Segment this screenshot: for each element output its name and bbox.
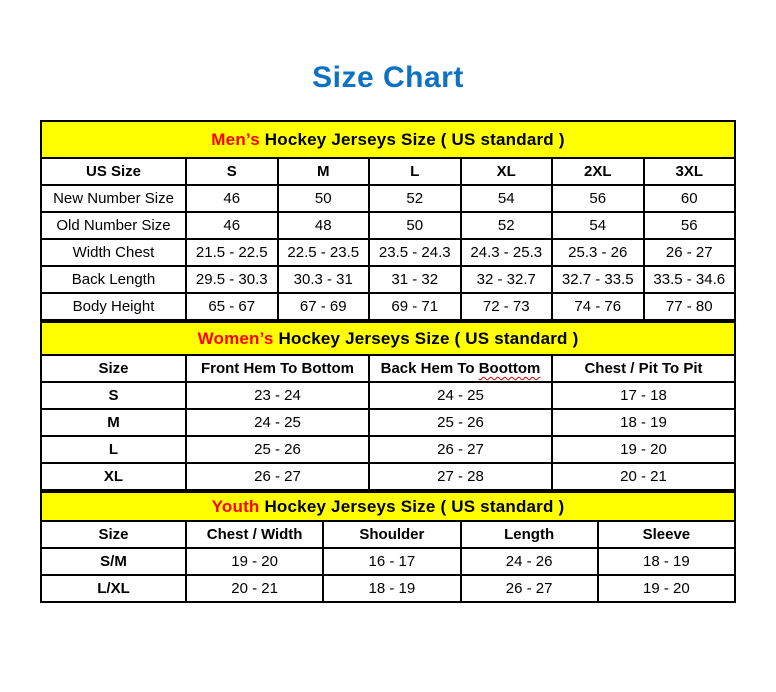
women-size-cell: 18 - 19 [552, 409, 735, 436]
men-size-cell: 23.5 - 24.3 [369, 239, 461, 266]
men-table-row [41, 293, 735, 320]
youth-size-cell: 18 - 19 [323, 575, 460, 602]
page-title: Size Chart [312, 61, 464, 94]
women-size-cell: 27 - 28 [369, 463, 552, 490]
women-size-cell: 26 - 27 [186, 463, 369, 490]
men-size-cell: 65 - 67 [186, 293, 278, 320]
men-size-cell: 54 [461, 185, 553, 212]
women-row-label: XL [41, 463, 186, 490]
women-size-cell: 19 - 20 [552, 436, 735, 463]
men-size-cell: 60 [644, 185, 736, 212]
women-size-cell: 25 - 26 [186, 436, 369, 463]
youth-col-header-2: Shoulder [323, 521, 460, 548]
women-misspelled-word: Boottom [478, 360, 541, 377]
men-size-cell: 54 [552, 212, 644, 239]
youth-table-row [41, 548, 735, 575]
men-size-cell: 46 [186, 212, 278, 239]
women-column-header-row [41, 355, 735, 382]
men-size-cell: 24.3 - 25.3 [461, 239, 553, 266]
women-size-cell: 20 - 21 [552, 463, 735, 490]
men-size-cell: 32.7 - 33.5 [552, 266, 644, 293]
men-size-cell: 52 [461, 212, 553, 239]
women-size-cell: 26 - 27 [369, 436, 552, 463]
men-table-row [41, 266, 735, 293]
women-table-row [41, 436, 735, 463]
men-size-cell: 33.5 - 34.6 [644, 266, 736, 293]
youth-column-header-row [41, 521, 735, 548]
men-size-cell: 25.3 - 26 [552, 239, 644, 266]
men-size-cell: 26 - 27 [644, 239, 736, 266]
mens-size-table [40, 120, 736, 321]
men-size-cell: 52 [369, 185, 461, 212]
men-col-header-2: M [278, 158, 370, 185]
youth-size-cell: 16 - 17 [323, 548, 460, 575]
men-row-label: Back Length [41, 266, 186, 293]
youth-size-cell: 24 - 26 [461, 548, 598, 575]
men-size-cell: 29.5 - 30.3 [186, 266, 278, 293]
women-row-label: M [41, 409, 186, 436]
youth-size-cell: 20 - 21 [186, 575, 323, 602]
men-size-cell: 67 - 69 [278, 293, 370, 320]
men-size-cell: 31 - 32 [369, 266, 461, 293]
youth-col-header-0: Size [41, 521, 186, 548]
women-size-cell: 24 - 25 [369, 382, 552, 409]
men-size-cell: 77 - 80 [644, 293, 736, 320]
men-table-row [41, 185, 735, 212]
men-col-header-5: 2XL [552, 158, 644, 185]
women-section-header: Women’s Hockey Jerseys Size ( US standard ) [41, 322, 735, 355]
women-table-row [41, 463, 735, 490]
men-size-cell: 56 [644, 212, 736, 239]
youth-col-header-3: Length [461, 521, 598, 548]
women-col-header-1: Front Hem To Bottom [186, 355, 369, 382]
men-size-cell: 50 [369, 212, 461, 239]
youth-size-table [40, 491, 736, 603]
men-row-label: Old Number Size [41, 212, 186, 239]
men-column-header-row [41, 158, 735, 185]
men-size-cell: 69 - 71 [369, 293, 461, 320]
men-table-row [41, 239, 735, 266]
men-col-header-3: L [369, 158, 461, 185]
men-row-label: Width Chest [41, 239, 186, 266]
youth-table-row [41, 575, 735, 602]
men-col-header-1: S [186, 158, 278, 185]
youth-section-header: Youth Hockey Jerseys Size ( US standard ) [41, 492, 735, 521]
women-col-header-2: Back Hem To Boottom [369, 355, 552, 382]
men-row-label: Body Height [41, 293, 186, 320]
men-size-cell: 50 [278, 185, 370, 212]
women-col-header-0: Size [41, 355, 186, 382]
youth-size-cell: 26 - 27 [461, 575, 598, 602]
women-size-cell: 23 - 24 [186, 382, 369, 409]
women-table-row [41, 382, 735, 409]
youth-col-header-1: Chest / Width [186, 521, 323, 548]
men-size-cell: 72 - 73 [461, 293, 553, 320]
men-col-header-4: XL [461, 158, 553, 185]
men-accent-label: Men’s [211, 129, 260, 149]
men-size-cell: 74 - 76 [552, 293, 644, 320]
youth-col-header-4: Sleeve [598, 521, 735, 548]
men-table-row [41, 212, 735, 239]
women-size-cell: 25 - 26 [369, 409, 552, 436]
youth-size-cell: 18 - 19 [598, 548, 735, 575]
men-size-cell: 46 [186, 185, 278, 212]
youth-row-label: S/M [41, 548, 186, 575]
women-row-label: S [41, 382, 186, 409]
men-col-header-0: US Size [41, 158, 186, 185]
men-size-cell: 56 [552, 185, 644, 212]
men-size-cell: 30.3 - 31 [278, 266, 370, 293]
men-size-cell: 22.5 - 23.5 [278, 239, 370, 266]
youth-size-cell: 19 - 20 [598, 575, 735, 602]
size-tables-container [40, 120, 736, 603]
women-size-cell: 17 - 18 [552, 382, 735, 409]
women-section-row [41, 322, 735, 355]
youth-size-cell: 19 - 20 [186, 548, 323, 575]
men-size-cell: 21.5 - 22.5 [186, 239, 278, 266]
men-size-cell: 32 - 32.7 [461, 266, 553, 293]
women-table-row [41, 409, 735, 436]
youth-section-row [41, 492, 735, 521]
women-row-label: L [41, 436, 186, 463]
women-accent-label: Women’s [197, 328, 274, 348]
men-section-row [41, 121, 735, 158]
men-size-cell: 48 [278, 212, 370, 239]
men-row-label: New Number Size [41, 185, 186, 212]
youth-accent-label: Youth [211, 496, 260, 516]
women-col-header-3: Chest / Pit To Pit [552, 355, 735, 382]
men-col-header-6: 3XL [644, 158, 736, 185]
youth-row-label: L/XL [41, 575, 186, 602]
women-size-cell: 24 - 25 [186, 409, 369, 436]
womens-size-table [40, 321, 736, 491]
men-section-header: Men’s Hockey Jerseys Size ( US standard ) [41, 121, 735, 158]
